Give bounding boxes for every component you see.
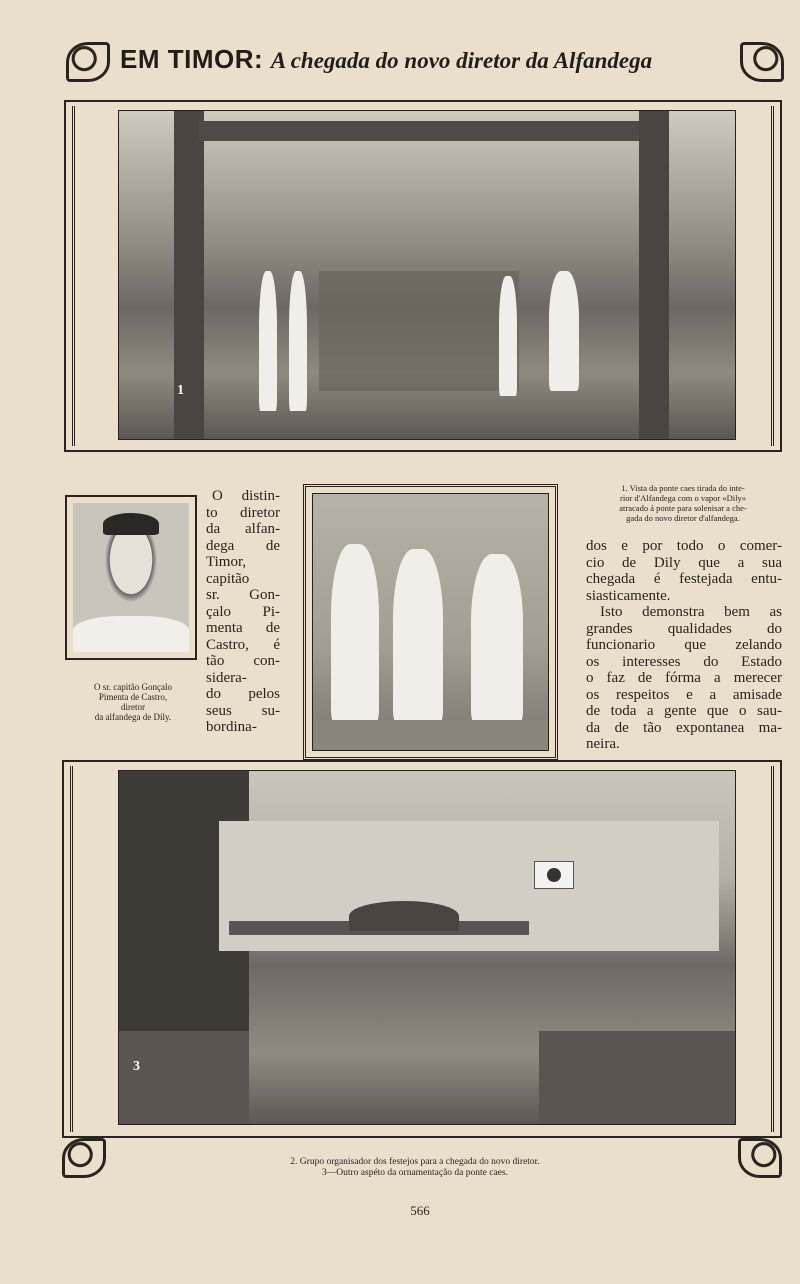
caption-line: Pimenta de Castro,: [98, 692, 168, 702]
caption-line: 2. Grupo organisador dos festejos para a chegada do novo diretor.: [290, 1157, 540, 1167]
title-sub: A chegada do novo diretor da Alfandega: [270, 48, 653, 73]
text-line: bordina-: [206, 719, 257, 735]
caption-line: diretor: [121, 702, 145, 712]
caption-line: da alfandega de Dily.: [94, 712, 172, 722]
text-line: sidera-: [206, 669, 247, 686]
ornament-bottom-left-icon: [62, 1138, 106, 1178]
caption-line: 3—Outro aspéto da ornamentação da ponte caes.: [322, 1168, 508, 1178]
text-line: to diretor: [206, 504, 280, 521]
text-line: siasticamente.: [586, 587, 671, 604]
text-line: de toda a gente que o sau-: [586, 703, 782, 719]
text-line: os interesses do Estado: [586, 653, 782, 670]
portrait-caption: [66, 682, 200, 722]
text-line: tão con-: [206, 653, 280, 669]
text-line: dos e por todo o comer-: [586, 538, 782, 554]
caption-line: gada do novo diretor d'alfandega.: [626, 513, 740, 523]
text-line: da de tão expontanea ma-: [586, 719, 782, 736]
text-line: grandes qualidades do: [586, 620, 782, 637]
article-column-left: [206, 488, 280, 736]
title-main: EM TIMOR:: [120, 44, 264, 74]
text-line: Timor,: [206, 554, 247, 570]
text-line: sr. Gon-: [206, 587, 280, 603]
text-line: cio de Dily que a sua: [586, 554, 782, 571]
photo-number-3: 3: [133, 1059, 140, 1074]
caption-line: 1. Vista da ponte caes tirada do inte-: [621, 483, 745, 493]
text-line: Isto demonstra bem as: [600, 604, 782, 620]
text-line: dega de: [206, 537, 280, 554]
text-line: da alfan-: [206, 521, 280, 537]
text-line: O distin-: [212, 488, 280, 504]
text-line: do pelos: [206, 686, 280, 702]
ornament-right-icon: [740, 42, 784, 82]
photo-three-men: [312, 493, 549, 751]
photo-frame-2: [303, 484, 558, 760]
text-line: o faz de fórma a merecer: [586, 670, 782, 686]
portrait-frame: [65, 495, 197, 660]
caption-1: [584, 483, 782, 523]
photo-customs-bridge: [118, 110, 736, 440]
text-line: funcionario que zelando: [586, 637, 782, 653]
caption-bottom: [150, 1157, 680, 1179]
text-line: neira.: [586, 736, 620, 752]
text-line: seus su-: [206, 702, 280, 719]
caption-line: atracado á ponte para solenisar a che-: [619, 503, 747, 513]
text-line: menta de: [206, 620, 280, 636]
page-number: 566: [410, 1203, 430, 1218]
portrait-photo: [73, 503, 189, 652]
ornament-left-icon: [66, 42, 110, 82]
ornament-bottom-right-icon: [738, 1138, 782, 1178]
article-column-right: [586, 538, 782, 753]
photo-decorated-bridge: [118, 770, 736, 1125]
caption-line: O sr. capitão Gonçalo: [94, 682, 172, 692]
photo-number-1: 1: [177, 383, 184, 398]
page-title: [120, 44, 735, 84]
text-line: Castro, é: [206, 636, 280, 653]
text-line: os respeitos e a amisade: [586, 686, 782, 703]
text-line: çalo Pi-: [206, 603, 280, 620]
caption-line: rior d'Alfandega com o vapor «Dily»: [620, 493, 746, 503]
text-line: capitão: [206, 570, 250, 587]
text-line: chegada é festejada entu-: [586, 571, 782, 587]
